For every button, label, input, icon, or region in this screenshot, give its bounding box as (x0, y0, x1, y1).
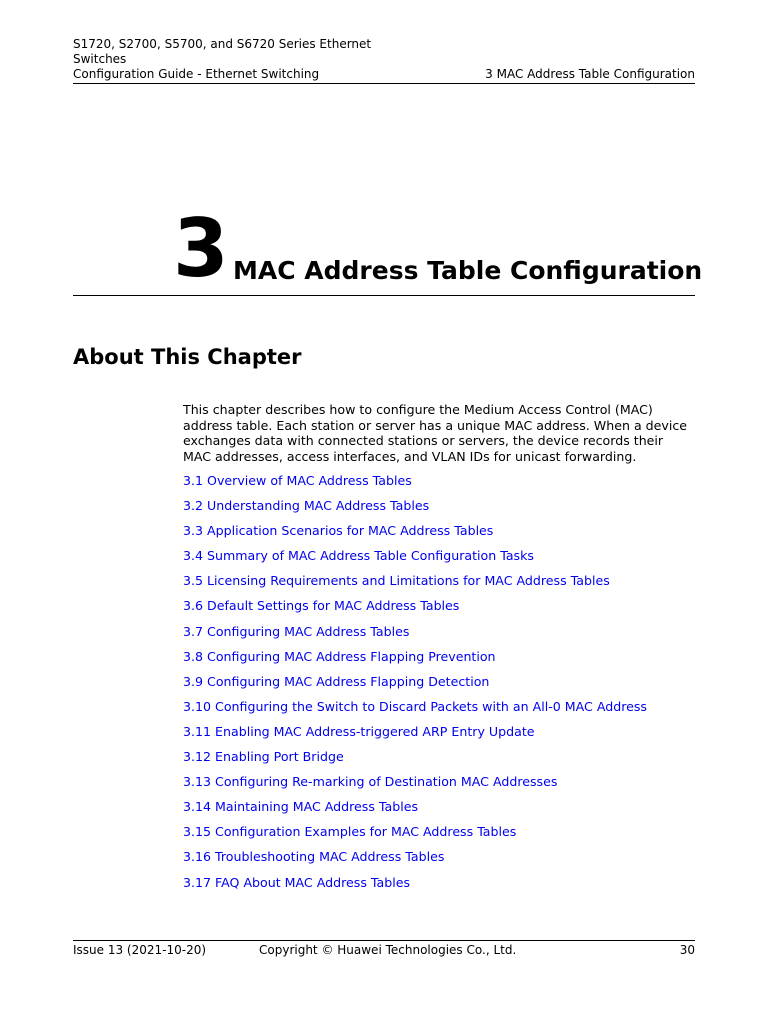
page-footer (73, 940, 695, 957)
chapter-title: MAC Address Table Configuration (233, 256, 703, 285)
toc-link[interactable]: 3.15 Configuration Examples for MAC Address Tables (183, 824, 517, 840)
toc-link[interactable]: 3.3 Application Scenarios for MAC Address Tables (183, 523, 494, 539)
toc-link[interactable]: 3.17 FAQ About MAC Address Tables (183, 874, 411, 890)
intro-paragraph: This chapter describes how to configure the Medium Access Control (MAC) address table. Each station or server has a unique MAC address. When a device exchanges data with connected stations or servers, the device records their MAC addresses, access interfaces, and VLAN IDs for unicast forwarding. (183, 402, 688, 464)
toc-list (183, 472, 695, 899)
toc-link[interactable]: 3.10 Configuring the Switch to Discard Packets with an All-0 MAC Address (183, 698, 647, 714)
toc-link[interactable]: 3.2 Understanding MAC Address Tables (183, 498, 430, 514)
toc-link[interactable]: 3.7 Configuring MAC Address Tables (183, 623, 410, 639)
toc-link[interactable]: 3.11 Enabling MAC Address-triggered ARP Entry Update (183, 723, 535, 739)
toc-link[interactable]: 3.16 Troubleshooting MAC Address Tables (183, 849, 445, 865)
header-chapter-ref: 3 MAC Address Table Configuration (485, 67, 695, 81)
header-product-line1: S1720, S2700, S5700, and S6720 Series Ethernet (73, 37, 372, 51)
footer-copyright: Copyright © Huawei Technologies Co., Ltd. (259, 943, 517, 957)
section-title: About This Chapter (73, 345, 302, 369)
header-guide-title: Configuration Guide - Ethernet Switching (73, 67, 320, 81)
toc-link[interactable]: 3.6 Default Settings for MAC Address Tables (183, 598, 460, 614)
header-left-block (73, 52, 373, 82)
footer-page-number: 30 (679, 943, 695, 957)
toc-link[interactable]: 3.14 Maintaining MAC Address Tables (183, 799, 419, 815)
chapter-number: 3 (173, 202, 229, 295)
toc-link[interactable]: 3.12 Enabling Port Bridge (183, 749, 344, 765)
toc-link[interactable]: 3.5 Licensing Requirements and Limitations for MAC Address Tables (183, 573, 610, 589)
page-header (73, 37, 695, 84)
toc-link[interactable]: 3.13 Configuring Re-marking of Destination MAC Addresses (183, 774, 558, 790)
header-product-line2: Switches (73, 52, 127, 66)
toc-link[interactable]: 3.1 Overview of MAC Address Tables (183, 473, 412, 488)
toc-link[interactable]: 3.9 Configuring MAC Address Flapping Detection (183, 673, 490, 689)
chapter-heading (73, 202, 703, 296)
toc-link[interactable]: 3.8 Configuring MAC Address Flapping Prevention (183, 648, 496, 664)
footer-issue: Issue 13 (2021-10-20) (73, 943, 207, 957)
header-row (73, 52, 695, 84)
toc-link[interactable]: 3.4 Summary of MAC Address Table Configuration Tasks (183, 548, 534, 564)
